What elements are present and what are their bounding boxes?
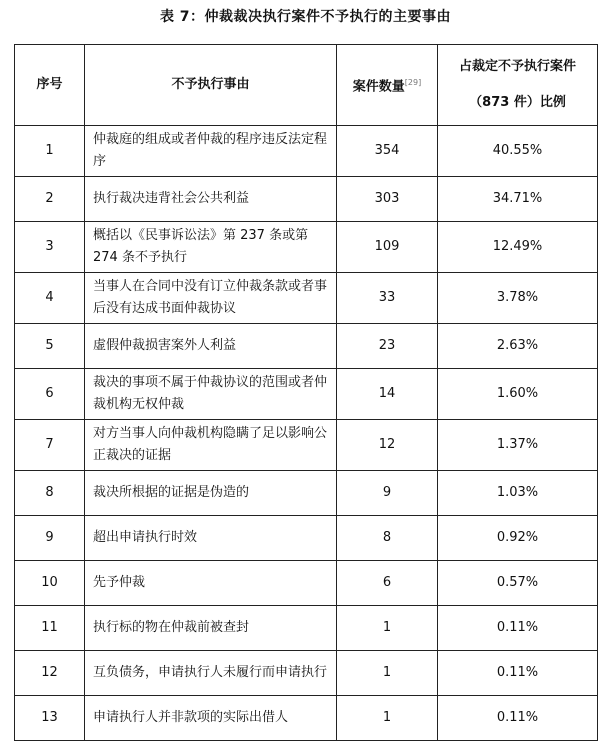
header-count-label: 案件数量 — [352, 79, 405, 95]
table-row — [15, 369, 598, 420]
row-count: 1 — [337, 651, 438, 696]
row-ratio: 0.11% — [438, 651, 598, 696]
row-count: 12 — [337, 420, 438, 471]
header-reason: 不予执行事由 — [85, 45, 337, 126]
row-reason: 先予仲裁 — [85, 561, 337, 606]
row-ratio: 0.57% — [438, 561, 598, 606]
header-seq: 序号 — [15, 45, 85, 126]
table-row — [15, 606, 598, 651]
row-reason: 虚假仲裁损害案外人利益 — [85, 324, 337, 369]
row-seq: 8 — [15, 471, 85, 516]
row-ratio: 3.78% — [438, 273, 598, 324]
header-ratio-line1: 占裁定不予执行案件 — [458, 59, 576, 74]
row-seq: 11 — [15, 606, 85, 651]
row-ratio: 1.03% — [438, 471, 598, 516]
row-reason: 申请执行人并非款项的实际出借人 — [85, 696, 337, 741]
row-ratio: 0.11% — [438, 696, 598, 741]
row-ratio: 34.71% — [438, 177, 598, 222]
row-reason: 执行裁决违背社会公共利益 — [85, 177, 337, 222]
table-row — [15, 324, 598, 369]
table-row — [15, 126, 598, 177]
row-ratio: 12.49% — [438, 222, 598, 273]
table-row — [15, 273, 598, 324]
table-row — [15, 420, 598, 471]
footnote-ref[interactable]: [29] — [404, 77, 422, 87]
row-count: 109 — [337, 222, 438, 273]
row-seq: 13 — [15, 696, 85, 741]
reasons-table — [14, 44, 598, 741]
row-reason: 裁决所根据的证据是伪造的 — [85, 471, 337, 516]
header-ratio-line2: （873 件）比例 — [469, 95, 566, 110]
row-count: 9 — [337, 471, 438, 516]
header-row — [15, 45, 598, 126]
row-ratio: 1.60% — [438, 369, 598, 420]
row-reason: 执行标的物在仲裁前被查封 — [85, 606, 337, 651]
row-reason: 概括以《民事诉讼法》第 237 条或第 274 条不予执行 — [85, 222, 337, 273]
row-count: 6 — [337, 561, 438, 606]
row-seq: 5 — [15, 324, 85, 369]
table-caption: 表 7：仲裁裁决执行案件不予执行的主要事由 — [159, 9, 452, 25]
table-row — [15, 651, 598, 696]
row-ratio: 0.92% — [438, 516, 598, 561]
row-count: 1 — [337, 696, 438, 741]
row-count: 303 — [337, 177, 438, 222]
row-seq: 1 — [15, 126, 85, 177]
row-reason: 互负债务，申请执行人未履行而申请执行 — [85, 651, 337, 696]
table-row — [15, 222, 598, 273]
row-seq: 2 — [15, 177, 85, 222]
row-seq: 4 — [15, 273, 85, 324]
row-ratio: 40.55% — [438, 126, 598, 177]
row-count: 23 — [337, 324, 438, 369]
row-reason: 仲裁庭的组成或者仲裁的程序违反法定程序 — [85, 126, 337, 177]
row-count: 14 — [337, 369, 438, 420]
row-seq: 3 — [15, 222, 85, 273]
row-count: 354 — [337, 126, 438, 177]
row-seq: 10 — [15, 561, 85, 606]
row-count: 33 — [337, 273, 438, 324]
table-row — [15, 561, 598, 606]
table-row — [15, 471, 598, 516]
table-row — [15, 516, 598, 561]
header-ratio — [438, 45, 598, 126]
row-ratio: 2.63% — [438, 324, 598, 369]
row-seq: 12 — [15, 651, 85, 696]
row-seq: 7 — [15, 420, 85, 471]
row-count: 8 — [337, 516, 438, 561]
header-count — [337, 45, 438, 126]
row-seq: 6 — [15, 369, 85, 420]
row-ratio: 1.37% — [438, 420, 598, 471]
row-reason: 当事人在合同中没有订立仲裁条款或者事后没有达成书面仲裁协议 — [85, 273, 337, 324]
row-seq: 9 — [15, 516, 85, 561]
row-reason: 超出申请执行时效 — [85, 516, 337, 561]
table-row — [15, 177, 598, 222]
row-reason: 裁决的事项不属于仲裁协议的范围或者仲裁机构无权仲裁 — [85, 369, 337, 420]
row-ratio: 0.11% — [438, 606, 598, 651]
table-row — [15, 696, 598, 741]
row-reason: 对方当事人向仲裁机构隐瞒了足以影响公正裁决的证据 — [85, 420, 337, 471]
row-count: 1 — [337, 606, 438, 651]
